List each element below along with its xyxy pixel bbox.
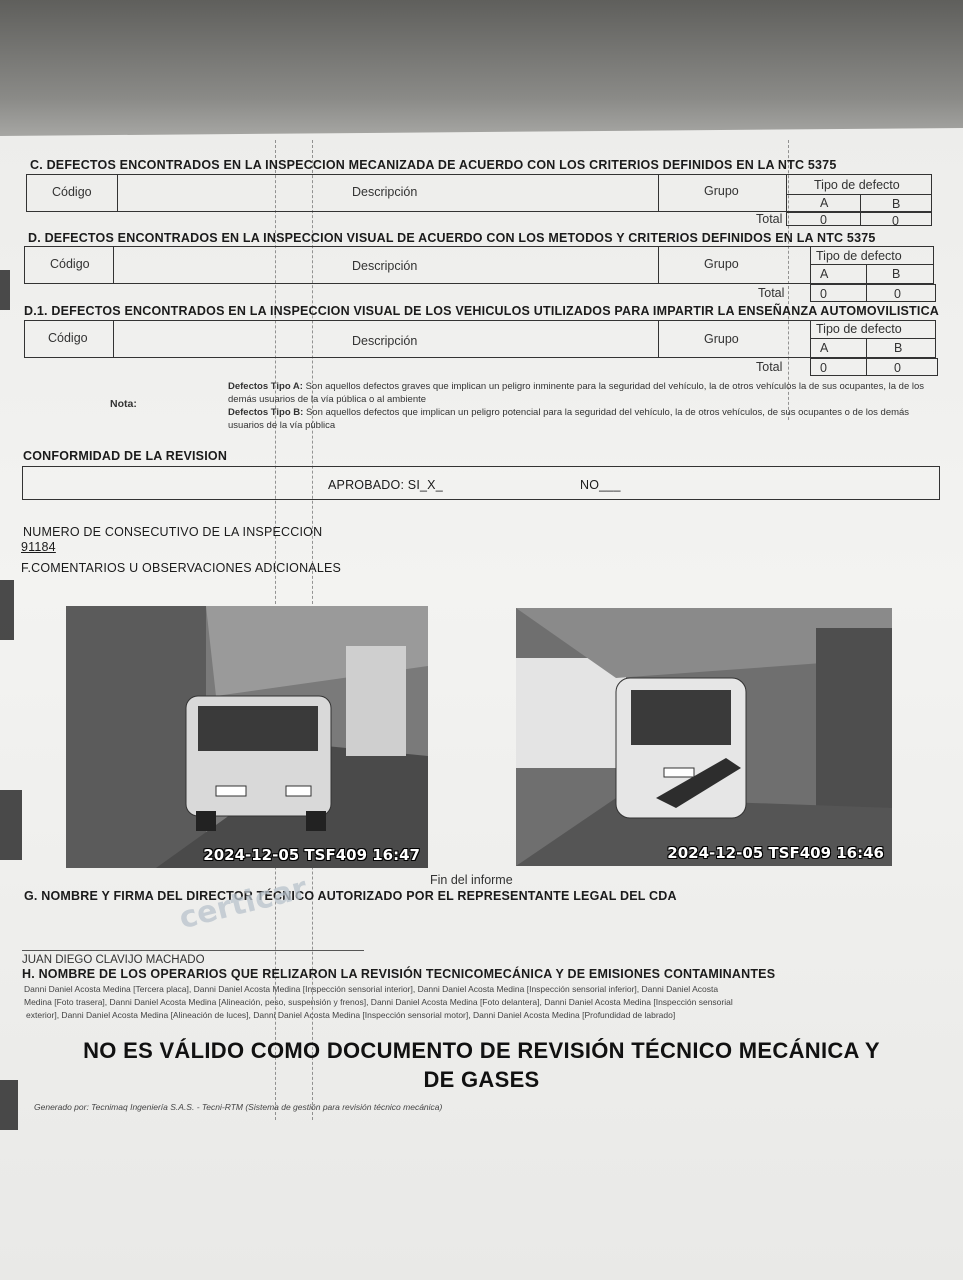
total-label: Total [756, 212, 783, 226]
operarios-line-2: Medina [Foto trasera], Danni Daniel Acosta Medina [Alineación, peso, suspensión y frenos], Danni Daniel Acosta Medina [Foto delantera], Danni Daniel Acosta Medina [Inspección sensorial [24, 997, 733, 1007]
consecutivo-title: NUMERO DE CONSECUTIVO DE LA INSPECCION [23, 525, 323, 539]
col-descripcion: Descripción [352, 185, 418, 199]
total-a: 0 [820, 287, 827, 301]
total-b: 0 [894, 287, 901, 301]
col-grupo: Grupo [704, 184, 739, 198]
consecutivo-value: 91184 [21, 540, 56, 554]
col-b: B [892, 267, 901, 281]
director-name: JUAN DIEGO CLAVIJO MACHADO [22, 954, 205, 966]
col-tipo-defecto: Tipo de defecto [816, 322, 902, 336]
photo-timestamp: 2024-12-05 TSF409 16:46 [667, 844, 884, 862]
section-g-title: G. NOMBRE Y FIRMA DEL DIRECTOR TÉCNICO AUTORIZADO POR EL REPRESENTANTE LEGAL DEL CDA [24, 889, 677, 903]
total-a: 0 [820, 361, 827, 375]
section-h-title: H. NOMBRE DE LOS OPERARIOS QUE RELIZARON LA REVISIÓN TECNICOMECÁNICA Y DE EMISIONES CONTAMINANTES [22, 967, 776, 981]
col-descripcion: Descripción [352, 259, 418, 273]
vehicle-photo-front [66, 606, 428, 868]
section-d-table [24, 246, 934, 284]
total-label: Total [758, 286, 785, 300]
section-d1-table [24, 320, 936, 358]
invalid-document-warning [0, 1036, 963, 1094]
comentarios-title: F.COMENTARIOS U OBSERVACIONES ADICIONALES [21, 561, 342, 575]
nota-tipo-b [228, 406, 934, 432]
section-c-title: C. DEFECTOS ENCONTRADOS EN LA INSPECCION MECANIZADA DE ACUERDO CON LOS CRITERIOS DEFINIDOS EN LA NTC 5375 [30, 158, 837, 172]
section-d1-title: D.1. DEFECTOS ENCONTRADOS EN LA INSPECCION VISUAL DE LOS VEHICULOS UTILIZADOS PARA IMPARTIR LA ENSEÑANZA AUTOMOVILISTICA [24, 304, 940, 318]
vehicle-photo-rear [516, 608, 892, 866]
toner-smudge [0, 790, 22, 860]
col-b: B [892, 197, 901, 211]
col-tipo-defecto: Tipo de defecto [816, 249, 902, 263]
tipo-b-text: Son aquellos defectos que implican un peligro potencial para la seguridad del vehículo, la de otros vehículos, de sus ocupantes o de los demás usuarios de la vía pública [228, 407, 910, 431]
col-b: B [894, 341, 903, 355]
col-descripcion: Descripción [352, 334, 418, 348]
toner-smudge [0, 270, 10, 310]
section-d-title: D. DEFECTOS ENCONTRADOS EN LA INSPECCION VISUAL DE ACUERDO CON LOS METODOS Y CRITERIOS DEFINIDOS EN LA NTC 5375 [28, 231, 876, 245]
signature-line [22, 950, 364, 951]
tipo-a-text: Son aquellos defectos graves que implican un peligro inminente para la seguridad del vehículo, la de otros vehículos la de sus ocupantes, la de los demás usuarios de la vía pública o al ambiente [228, 381, 925, 405]
background-surface [0, 0, 963, 140]
col-grupo: Grupo [704, 332, 739, 346]
tipo-b-label: Defectos Tipo B: [228, 407, 304, 418]
total-label: Total [756, 360, 783, 374]
operarios-line-3: exterior], Danni Daniel Acosta Medina [Alineación de luces], Danni Daniel Acosta Medina [Inspección sensorial motor], Danni Daniel Acosta Medina [Profundidad de labrado] [26, 1010, 676, 1020]
fin-informe: Fin del informe [430, 873, 513, 887]
nota-label: Nota: [110, 398, 137, 410]
col-codigo: Código [48, 331, 88, 345]
van-front-image [66, 606, 428, 868]
generator-footer: Generado por: Tecnimaq Ingeniería S.A.S. - Tecni-RTM (Sistema de gestión para revisión técnico mecánica) [34, 1102, 443, 1112]
col-grupo: Grupo [704, 257, 739, 271]
col-a: A [820, 267, 829, 281]
toner-smudge [0, 580, 14, 640]
conformidad-box [22, 466, 940, 500]
certicar-watermark: certicar [175, 870, 311, 937]
tipo-a-label: Defectos Tipo A: [228, 381, 303, 392]
warning-line-1: NO ES VÁLIDO COMO DOCUMENTO DE REVISIÓN TÉCNICO MECÁNICA Y [83, 1038, 880, 1063]
nota-tipo-a [228, 380, 934, 406]
aprobado-value: APROBADO: SI_X_ [328, 478, 443, 492]
col-a: A [820, 196, 829, 210]
col-tipo-defecto: Tipo de defecto [814, 178, 900, 192]
warning-line-2: DE GASES [423, 1067, 540, 1092]
total-b: 0 [892, 214, 899, 228]
col-a: A [820, 341, 829, 355]
total-b: 0 [894, 361, 901, 375]
no-value: NO___ [580, 478, 621, 492]
operarios-line-1: Danni Daniel Acosta Medina [Tercera placa], Danni Daniel Acosta Medina [Inspección sensorial interior], Danni Daniel Acosta Medina [Inspección sensorial inferior], Danni Daniel Acosta [24, 984, 719, 994]
total-a: 0 [820, 213, 827, 227]
van-rear-image [516, 608, 892, 866]
col-codigo: Código [50, 257, 90, 271]
col-codigo: Código [52, 185, 92, 199]
conformidad-title: CONFORMIDAD DE LA REVISION [23, 449, 228, 463]
section-c-table [26, 174, 932, 212]
photo-timestamp: 2024-12-05 TSF409 16:47 [203, 846, 420, 864]
